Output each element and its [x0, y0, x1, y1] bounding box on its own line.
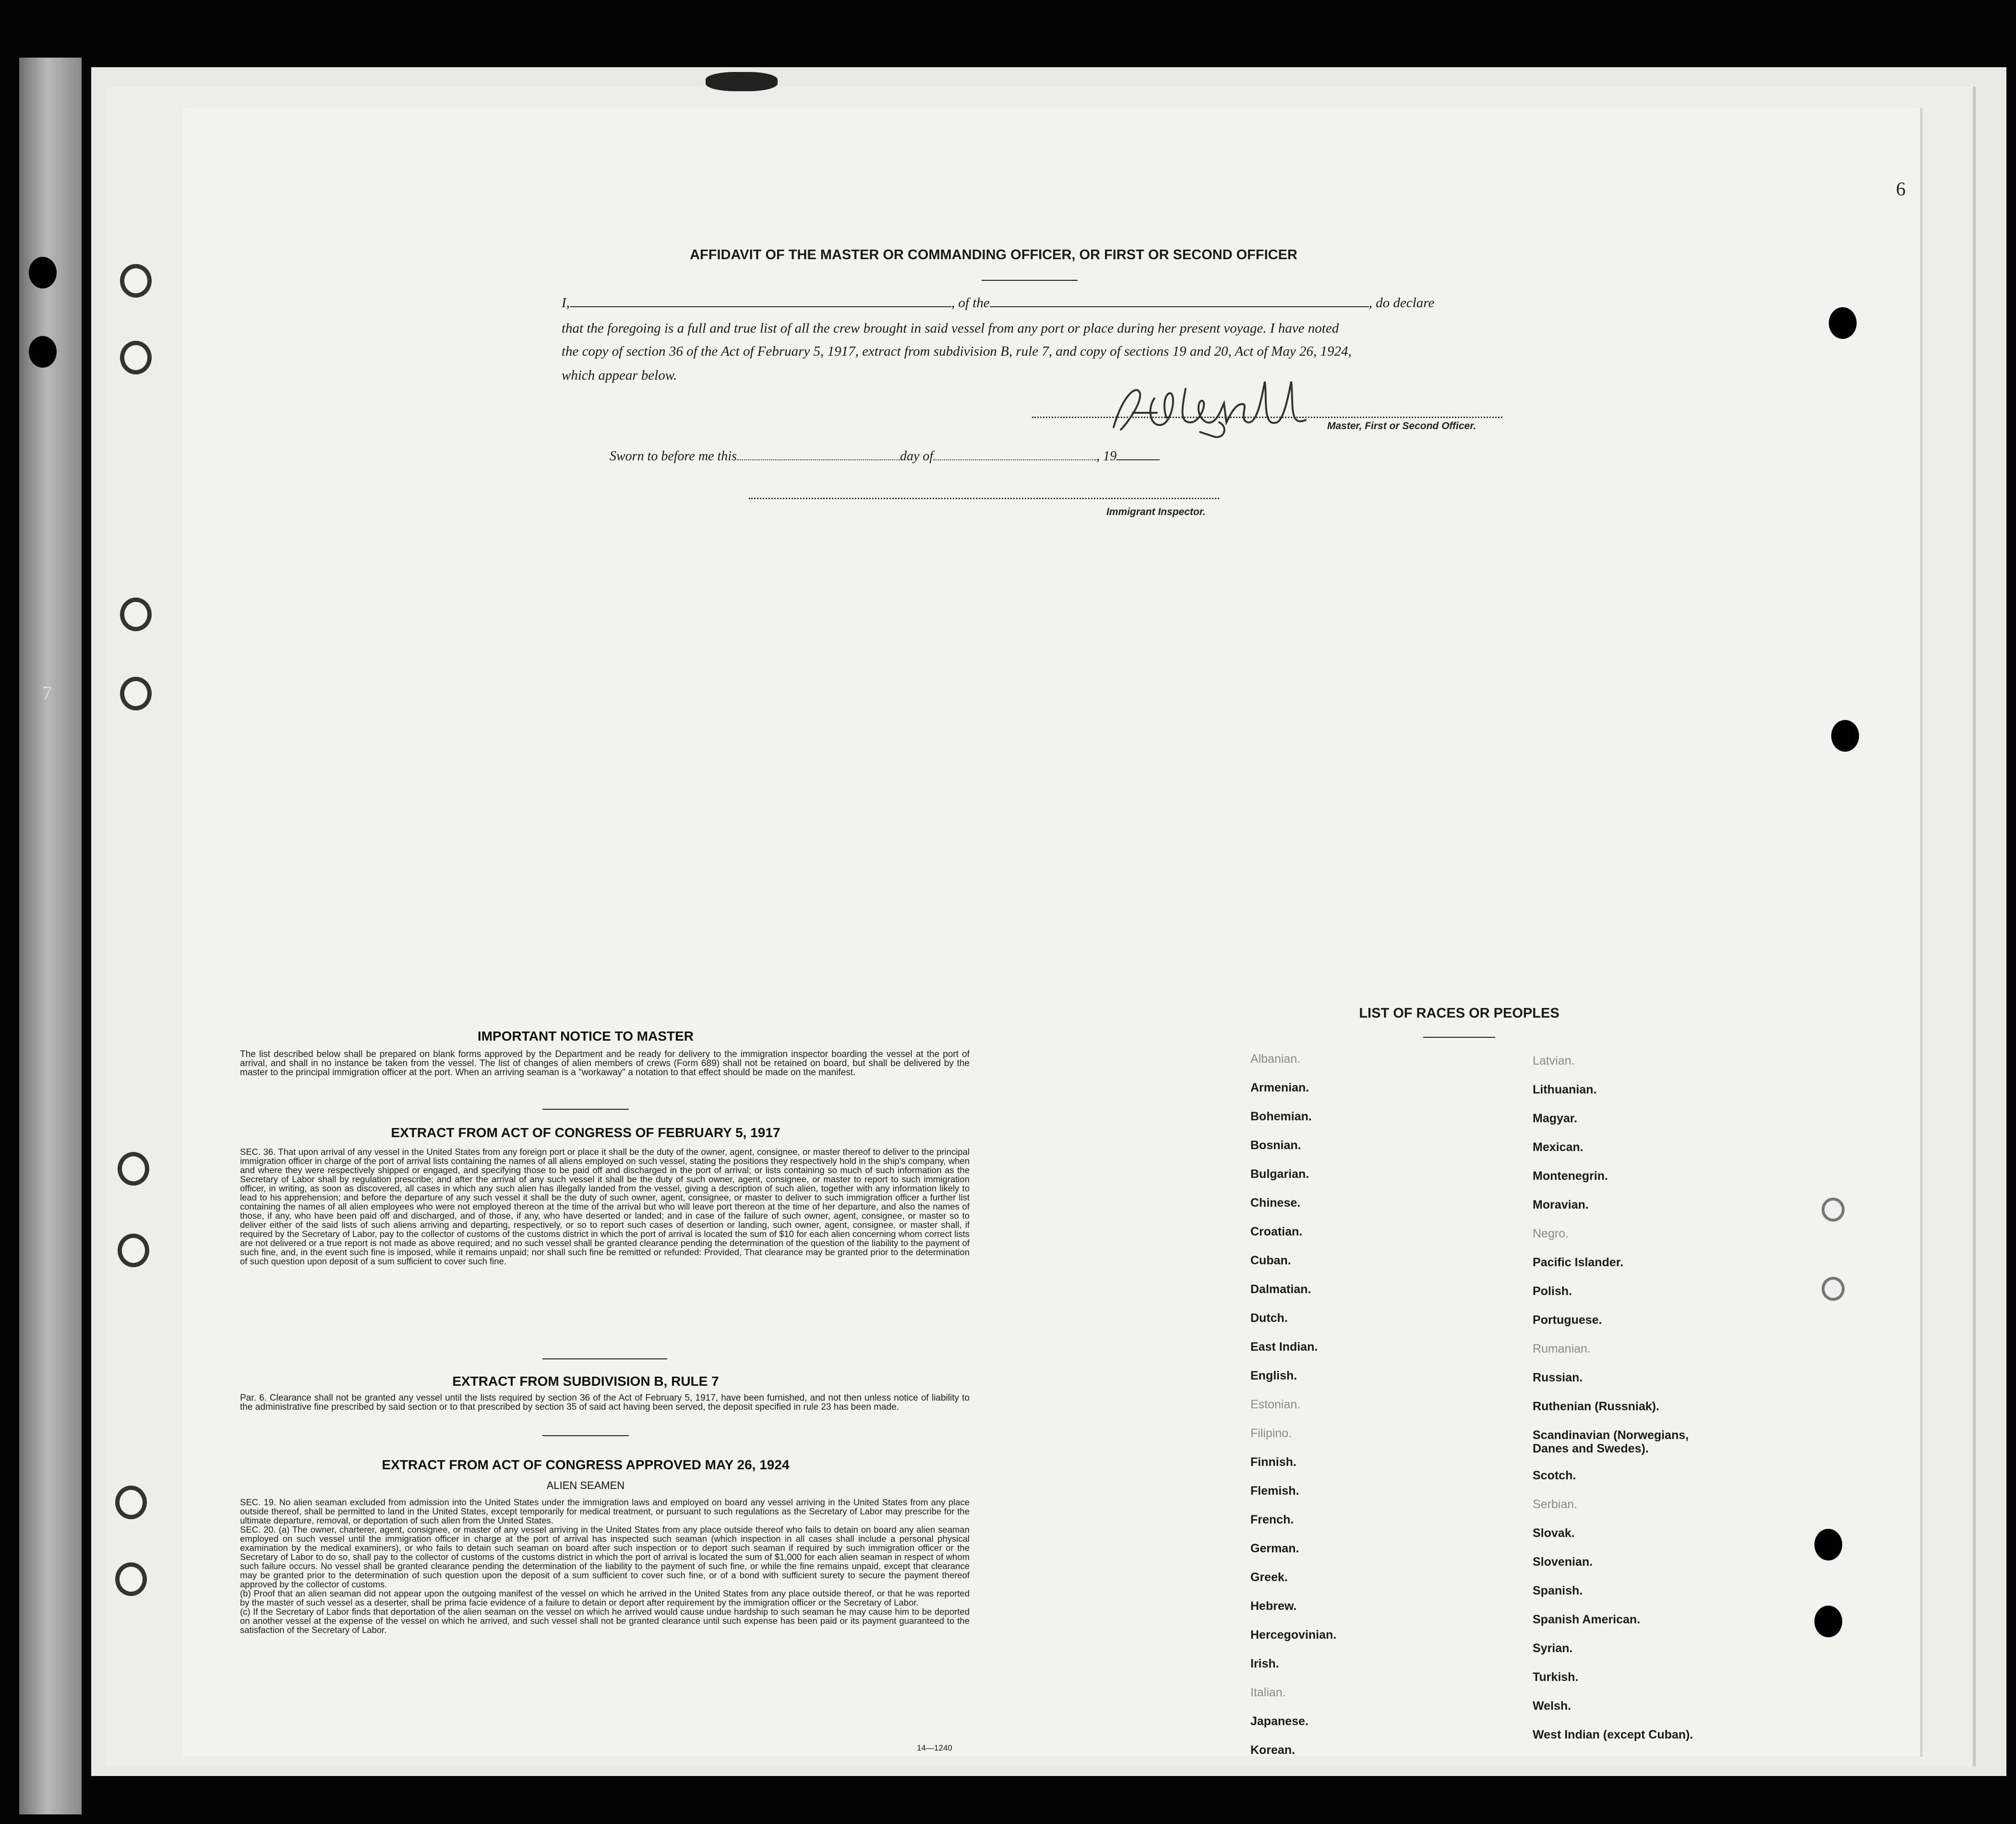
race-item: Bulgarian.: [1250, 1167, 1309, 1181]
page-number-mark: 6: [1896, 178, 1906, 200]
race-item: Estonian.: [1250, 1398, 1301, 1411]
race-item: Dutch.: [1250, 1311, 1288, 1325]
race-item: Flemish.: [1250, 1484, 1299, 1498]
binder-hole: [120, 677, 152, 710]
race-item: Filipino.: [1250, 1427, 1292, 1440]
declaration-line-3: the copy of section 36 of the Act of February 5, 1917, extract from subdivision B, rule 7, and copy of sections 19 and 20, Act of May 26, 1924,: [562, 344, 1352, 359]
race-item: Negro.: [1533, 1227, 1569, 1240]
signature-line[interactable]: [1032, 417, 1502, 418]
race-item: Serbian.: [1533, 1498, 1578, 1511]
affidavit-title: AFFIDAVIT OF THE MASTER OR COMMANDING OFFICER, OR FIRST OR SECOND OFFICER: [690, 247, 1297, 263]
vessel-prefix: , of the: [951, 295, 990, 311]
binder-hole: [120, 341, 152, 374]
extract-1917-body: SEC. 36. That upon arrival of any vessel in the United States from any foreign port or place it shall be the duty of the owner, agent, consignee, or master thereof to deliver to the principal immigration officer in charge of the port of arrival lists containing the names of all aliens employed on such vessel, stating the positions they respectively hold in the ship's company, when and where they were respectively shipped or engaged, and specifying those to be paid off and discharged in the port of arrival; or lists containing so much of such information as the Secretary of Labor shall by regulation prescribe; and after the arrival of any such vessel it shall be the duty of such owner, agent, consignee, or master to report to such immigration officer, in writing, as soon as discovered, all cases in which any such alien has illegally landed from the vessel, giving a description of such alien, together with any information likely to lead to his apprehension; and before the departure of any such vessel it shall be the duty of such owner, agent, consignee, or master to deliver to such immigration officer a further list containing the names of all alien employees who were not employed thereon at the time of the arrival but who will leave port thereon at the time of her departure, and also the names of those, if any, who have been paid off and discharged, and of those, if any, who have deserted or landed; and in case of the failure of such owner, agent, consignee, or master so to deliver either of the said lists of such aliens arriving and departing, respectively, or so to report such cases of desertion or landing, such owner, agent, consignee, or master shall, if required by the Secretary of Labor, pay to the collector of customs of the customs district in which the port of arrival is located the sum of $10 for each alien concerning whom correct lists are not delivered or a true report is not made as above required; and no such vessel shall be granted clearance pending the determination of the question of the liability to the payment of such fine, and, in the event such fine is imposed, while it remains unpaid; nor shall such fine be remitted or refunded: Provided, That clearance may be granted prior to the determination of such question upon deposit of a sum sufficient to cover such fine.: [240, 1147, 970, 1266]
sworn-line: [610, 449, 1160, 464]
race-item: East Indian.: [1250, 1340, 1318, 1354]
binder-hole: [1831, 720, 1859, 752]
binder-hole: [1829, 307, 1857, 339]
race-item: Scotch.: [1533, 1469, 1576, 1482]
sworn-day-field[interactable]: [737, 459, 900, 460]
race-item: French.: [1250, 1513, 1294, 1526]
race-item: Mexican.: [1533, 1140, 1584, 1154]
binder-hole: [115, 1562, 147, 1596]
race-item: Spanish.: [1533, 1584, 1583, 1597]
race-item: Russian.: [1533, 1371, 1583, 1384]
binder-hole: [1814, 1606, 1842, 1637]
notice-divider: [542, 1109, 629, 1110]
declarant-prefix: I,: [562, 295, 570, 311]
extract-rule7-body: Par. 6. Clearance shall not be granted any vessel until the lists required by section 36 of the Act of February 5, 1917, have been furnished, and not then unless notice of liability to the administrative fine prescribed by said section or to that prescribed by section 35 of said act having been served, the deposit specified in rule 23 has been made.: [240, 1393, 970, 1412]
torn-mark: [706, 72, 778, 91]
race-item: Hebrew.: [1250, 1599, 1297, 1613]
race-item: Pacific Islander.: [1533, 1256, 1623, 1269]
extract-divider: [542, 1358, 667, 1359]
sworn-year-field[interactable]: [1116, 459, 1160, 460]
race-item: Finnish.: [1250, 1455, 1296, 1469]
race-item: Italian.: [1250, 1686, 1286, 1699]
race-item: Slovenian.: [1533, 1555, 1593, 1569]
race-item: Cuban.: [1250, 1254, 1291, 1267]
binder-hole: [1814, 1529, 1842, 1560]
binder-hole: [1822, 1277, 1845, 1301]
margin-number-mark: 7: [42, 682, 52, 704]
race-item: Scandinavian (Norwegians, Danes and Swedes).: [1533, 1428, 1689, 1455]
race-item: West Indian (except Cuban).: [1533, 1728, 1693, 1741]
race-item: Bosnian.: [1250, 1139, 1301, 1152]
declaration-line-4: which appear below.: [562, 368, 677, 383]
race-item: Croatian.: [1250, 1225, 1303, 1238]
inspector-caption: Immigrant Inspector.: [1106, 506, 1206, 517]
race-item: Welsh.: [1533, 1699, 1572, 1713]
race-item: Polish.: [1533, 1284, 1572, 1298]
alien-seamen-subtitle: ALIEN SEAMEN: [546, 1479, 625, 1491]
race-item: Japanese.: [1250, 1715, 1308, 1728]
binder-hole: [120, 264, 152, 298]
race-item: Spanish American.: [1533, 1613, 1641, 1626]
sworn-month-field[interactable]: [933, 459, 1096, 460]
race-item: Hercegovinian.: [1250, 1628, 1337, 1642]
form-number: 14—1240: [917, 1743, 952, 1752]
signature-caption: Master, First or Second Officer.: [1327, 420, 1476, 432]
race-item: Moravian.: [1533, 1198, 1589, 1212]
notice-body: The list described below shall be prepared on blank forms approved by the Department and be ready for delivery to the immigration inspector boarding the vessel at the port of arrival, and shall in no instance be taken from the vessel. The list of changes of alien members of crews (Form 689) shall not be retained on board, but shall be delivered by the master to the principal immigration officer at the port. When an arriving seaman is a "workaway" a notation to that effect should be made on the manifest.: [240, 1049, 970, 1078]
race-item: Latvian.: [1533, 1054, 1575, 1068]
binder-hole: [29, 336, 57, 368]
binder-hole: [29, 257, 57, 288]
binder-hole: [118, 1152, 149, 1186]
race-item: German.: [1250, 1542, 1299, 1555]
race-item: Bohemian.: [1250, 1110, 1312, 1123]
race-item: Korean.: [1250, 1743, 1296, 1757]
race-item: Dalmatian.: [1250, 1283, 1311, 1296]
film-edge: [19, 58, 82, 1814]
race-item: Portuguese.: [1533, 1313, 1602, 1327]
notice-title: IMPORTANT NOTICE TO MASTER: [477, 1029, 694, 1044]
races-title: LIST OF RACES OR PEOPLES: [1359, 1006, 1560, 1021]
race-item: Magyar.: [1533, 1112, 1578, 1125]
binder-hole: [1822, 1198, 1845, 1222]
extract-divider: [542, 1435, 629, 1436]
sworn-day-label: day of: [900, 449, 934, 464]
declarant-name-field[interactable]: [570, 306, 951, 307]
extract-1924-title: EXTRACT FROM ACT OF CONGRESS APPROVED MAY 26, 1924: [382, 1457, 790, 1472]
race-item: Albanian.: [1250, 1052, 1301, 1066]
vessel-name-field[interactable]: [990, 306, 1369, 307]
sworn-prefix: Sworn to before me this: [610, 449, 737, 464]
declare-suffix: , do declare: [1368, 295, 1435, 311]
sworn-year-label: , 19: [1096, 449, 1117, 464]
race-item: Irish.: [1250, 1657, 1279, 1670]
race-item: Ruthenian (Russniak).: [1533, 1400, 1659, 1413]
race-item: Greek.: [1250, 1571, 1288, 1584]
races-divider: [1423, 1037, 1495, 1038]
declaration-line-1: [562, 295, 1434, 311]
binder-hole: [120, 598, 152, 631]
race-item: English.: [1250, 1369, 1297, 1382]
race-item: Rumanian.: [1533, 1342, 1591, 1356]
binder-hole: [115, 1486, 147, 1519]
extract-1924-body: SEC. 19. No alien seaman excluded from admission into the United States under the immigration laws and employed on board any vessel arriving in the United States from any place outside thereof, shall be permitted to land in the United States, except temporarily for medical treatment, or pursuant to such regulations as the Secretary of Labor may prescribe for the ultimate departure, removal, or deportation of such alien from the United States. SEC. 20. (a) The owner, charterer, agent, consignee, or master of any vessel arriving in the United States from any place outside thereof who fails to detain on board any alien seaman employed on such vessel until the immigration officer in charge at the port of arrival has inspected such seaman (which inspection in all cases shall include a personal physical examination by the medical examiners), or who fails to detain such seaman on board after such inspection or to deport such seaman if required by such immigration officer or the Secretary of Labor to do so, shall pay to the collector of customs of the customs district in which the port of arrival is located the sum of $1,000 for each alien seaman in respect of whom such failure occurs. No vessel shall be granted clearance pending the determination of the liability to the payment of such fine, or while the fine remains unpaid, except that clearance may be granted prior to the determination of such question upon the deposit of a sum sufficient to cover such fine, or of a bond with sufficient surety to secure the payment thereof approved by the collector of customs. (b) Proof that an alien seaman did not appear upon the outgoing manifest of the vessel on which he arrived in the United States from any place outside thereof, or that he was reported by the master of such vessel as a deserter, shall be prima facie evidence of a failure to detain or deport after requirement by the immigration officer or the Secretary of Labor. (c) If the Secretary of Labor finds that deportation of the alien seaman on the vessel on which he arrived would cause undue hardship to such seaman he may cause him to be deported on another vessel at the expense of the vessel on which he arrived, and such vessel shall not be granted clearance until such expense has been paid or its payment guaranteed to the satisfaction of the Secretary of Labor.: [240, 1497, 970, 1635]
race-item: Armenian.: [1250, 1081, 1309, 1094]
race-item: Lithuanian.: [1533, 1083, 1597, 1096]
race-item: Syrian.: [1533, 1642, 1573, 1655]
declaration-line-2: that the foregoing is a full and true list of all the crew brought in said vessel from any port or place during her present voyage. I have noted: [562, 321, 1339, 336]
inspector-signature-line[interactable]: [749, 498, 1219, 499]
extract-rule7-title: EXTRACT FROM SUBDIVISION B, RULE 7: [452, 1374, 719, 1389]
race-item: Turkish.: [1533, 1670, 1579, 1684]
race-item: Chinese.: [1250, 1196, 1301, 1210]
binder-hole: [118, 1234, 149, 1267]
race-item: Montenegrin.: [1533, 1169, 1608, 1183]
race-item: Slovak.: [1533, 1526, 1575, 1540]
title-divider: [982, 280, 1078, 281]
extract-1917-title: EXTRACT FROM ACT OF CONGRESS OF FEBRUARY 5, 1917: [391, 1125, 780, 1140]
